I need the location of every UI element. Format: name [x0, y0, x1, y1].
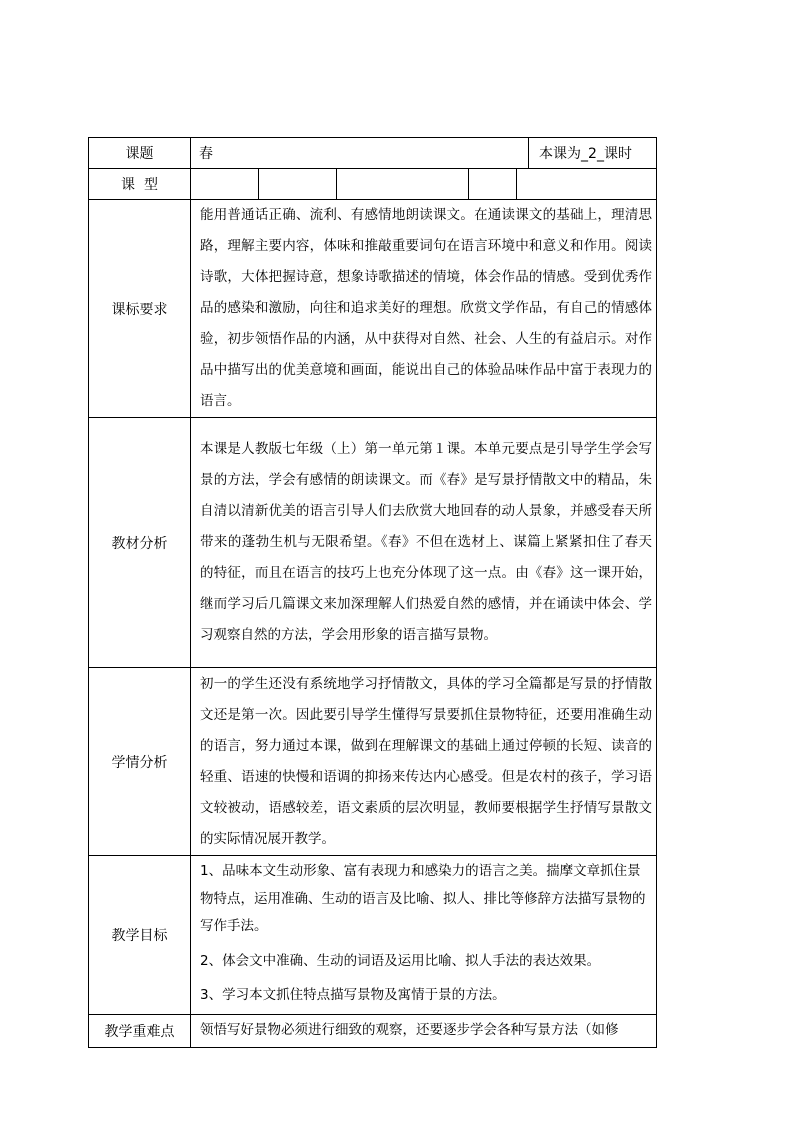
learners-label: 学情分析	[89, 668, 191, 856]
goals-row	[89, 856, 657, 1015]
topic-label: 课题	[89, 138, 191, 169]
goals-list	[191, 856, 657, 1015]
key-points-text: 领悟写好景物必须进行细致的观察，还要逐步学会各种写景方法（如修	[191, 1014, 657, 1047]
material-text: 本课是人教版七年级（上）第一单元第１课。本单元要点是引导学生学会写景的方法，学会有感情的朗读课文。而《春》是写景抒情散文中的精品，朱自清以清新优美的语言引导人们去欣赏大地回春的动人景象，并感受春天所带来的蓬勃生机与无限希望。《春》不但在选材上、谋篇上紧紧扣住了春天的特征，而且在语言的技巧上也充分体现了这一点。由《春》这一课开始，继而学习后几篇课文来加深理解人们热爱自然的感情，并在诵读中体会、学习观察自然的方法，学会用形象的语言描写景物。	[191, 418, 657, 668]
material-label: 教材分析	[89, 418, 191, 668]
key-points-row	[89, 1014, 657, 1047]
type-row	[89, 169, 657, 200]
type-cell-5	[517, 169, 657, 200]
topic-value: 春	[191, 138, 529, 169]
standards-text: 能用普通话正确、流利、有感情地朗读课文。在通读课文的基础上，理清思路，理解主要内容，体味和推敲重要词句在语言环境中和意义和作用。阅读诗歌，大体把握诗意，想象诗歌描述的情境，体会作品的情感。受到优秀作品的感染和激励，向往和追求美好的理想。欣赏文学作品，有自己的情感体验，初步领悟作品的内涵，从中获得对自然、社会、人生的有益启示。对作品中描写出的优美意境和画面，能说出自己的体验品味作品中富于表现力的语言。	[191, 200, 657, 418]
standards-label: 课标要求	[89, 200, 191, 418]
learners-row	[89, 668, 657, 856]
type-cell-1	[191, 169, 259, 200]
goals-label: 教学目标	[89, 856, 191, 1015]
type-cell-3	[337, 169, 469, 200]
topic-row	[89, 138, 657, 169]
lesson-plan-table	[88, 137, 657, 1048]
material-row	[89, 418, 657, 668]
goal-item-2: 2、体会文中准确、生动的词语及运用比喻、拟人手法的表达效果。	[200, 952, 601, 969]
lesson-plan	[88, 137, 656, 1048]
key-points-label: 教学重难点	[89, 1014, 191, 1047]
goal-item-3: 3、学习本文抓住特点描写景物及寓情于景的方法。	[200, 987, 506, 1003]
learners-text: 初一的学生还没有系统地学习抒情散文，具体的学习全篇都是写景的抒情散文还是第一次。因此要引导学生懂得写景要抓住景物特征，还要用准确生动的语言，努力通过本课，做到在理解课文的基础上通过停顿的长短、读音的轻重、语速的快慢和语调的抑扬来传达内心感受。但是农村的孩子，学习语文较被动，语感较差，语文素质的层次明显，教师要根据学生抒情写景散文的实际情况展开教学。	[191, 668, 657, 856]
goal-item-1: 1、品味本文生动形象、富有表现力和感染力的语言之美。揣摩文章抓住景物特点，运用准确、生动的语言及比喻、拟人、排比等修辞方法描写景物的写作手法。	[200, 863, 646, 934]
type-label: 课 型	[89, 169, 191, 200]
period-text: 本课为_2_课时	[529, 138, 657, 169]
standards-row	[89, 200, 657, 418]
type-cell-4	[469, 169, 517, 200]
type-cell-2	[259, 169, 337, 200]
